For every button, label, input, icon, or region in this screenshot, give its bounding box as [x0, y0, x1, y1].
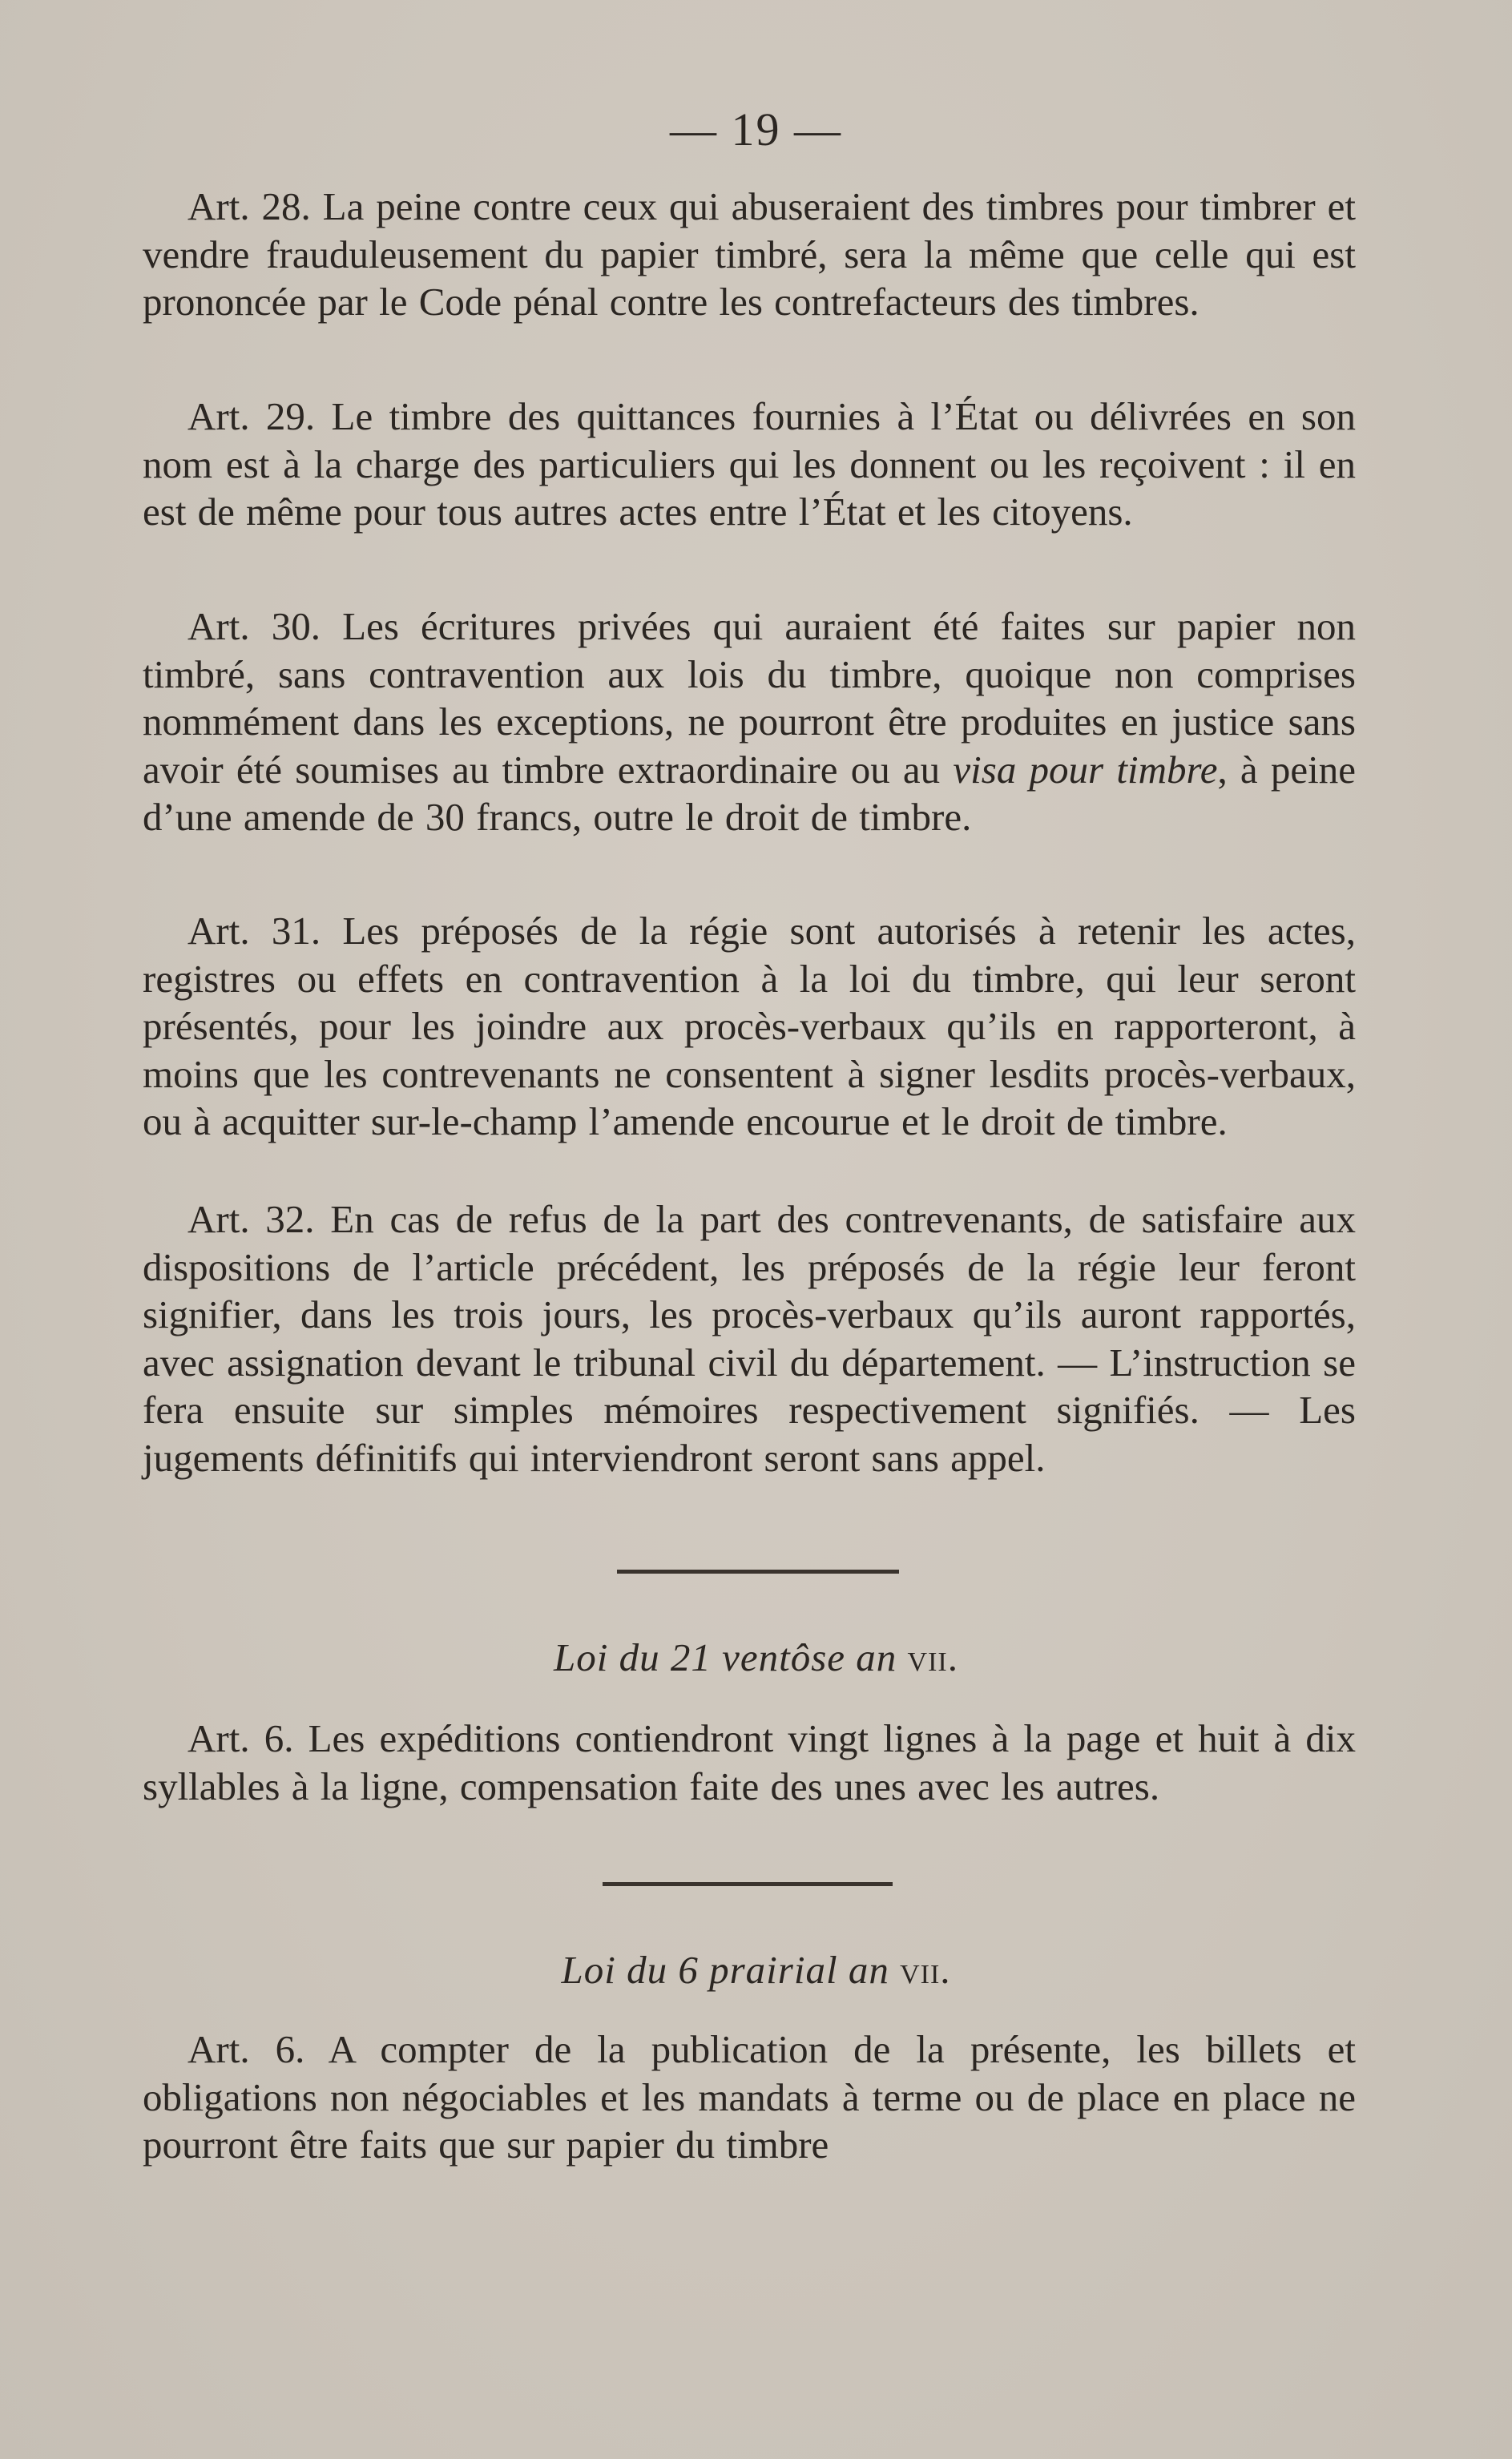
law-title-ventose — [0, 1635, 1512, 1680]
article-32 — [143, 1195, 1356, 1481]
article-29-text: Art. 29. Le timbre des quittances fournies à l’État ou délivrées en son nom est à la charge des particuliers qui les donnent ou les reçoivent : il en est de même pour tous autres actes entre l’État et les citoyens. — [143, 394, 1356, 534]
law-title-ventose-year: vii. — [907, 1635, 958, 1679]
article-32-text: Art. 32. En cas de refus de la part des contrevenants, de satisfaire aux dispositions de l’article précédent, les préposés de la régie leur feront signifier, dans les trois jours, les procès-verbaux qu’ils auront rapportés, avec assignation devant le tribunal civil du département. — L’instruction se fera ensuite sur simples mémoires respectivement signifiés. — Les jugements définitifs qui interviendront seront sans appel. — [143, 1197, 1356, 1480]
law-title-prairial — [0, 1947, 1512, 1993]
law-title-prairial-year: vii. — [900, 1948, 951, 1992]
article-6-ventose — [143, 1715, 1356, 1810]
article-6-prairial — [143, 2026, 1356, 2169]
section-divider-1 — [617, 1570, 899, 1574]
article-29 — [143, 393, 1356, 536]
law-title-ventose-text: Loi du 21 ventôse an — [554, 1635, 897, 1679]
section-divider-2 — [603, 1882, 893, 1886]
article-28 — [143, 183, 1356, 326]
law-title-prairial-text: Loi du 6 prairial an — [561, 1948, 889, 1992]
article-30-text-before: Art. 30. Les écritures privées qui auraient été faites sur papier non timbré, sans contravention aux lois du timbre, quoique non comprises nommément dans les exceptions, ne pourront être produites en justice sans avoir été soumises au timbre extraordinaire ou au — [143, 604, 1356, 792]
article-6-ventose-text: Art. 6. Les expéditions contiendront vingt lignes à la page et huit à dix syllables à la ligne, compensation faite des unes avec les autres. — [143, 1716, 1356, 1808]
article-6-prairial-text: Art. 6. A compter de la publication de la présente, les billets et obligations non négociables et les mandats à terme ou de place en place ne pourront être faits que sur papier du timbre — [143, 2027, 1356, 2167]
page-number: — 19 — — [670, 103, 842, 155]
article-31 — [143, 907, 1356, 1146]
article-28-text: Art. 28. La peine contre ceux qui abuseraient des timbres pour timbrer et vendre frauduleusement du papier timbré, sera la même que celle qui est prononcée par le Code pénal contre les contrefacteurs des timbres. — [143, 184, 1356, 324]
article-30-italic: visa pour timbre — [953, 747, 1218, 792]
article-30 — [143, 603, 1356, 841]
article-30-text-after: , à peine d’une amende de 30 francs, outre le droit de timbre. — [143, 747, 1356, 839]
article-31-text: Art. 31. Les préposés de la régie sont autorisés à retenir les actes, registres ou effets en contravention à la loi du timbre, qui leur seront présentés, pour les joindre aux procès-verbaux qu’ils en rapporteront, à moins que les contrevenants ne consentent à signer lesdits procès-verbaux, ou à acquitter sur-le-champ l’amende encourue et le droit de timbre. — [143, 909, 1356, 1143]
